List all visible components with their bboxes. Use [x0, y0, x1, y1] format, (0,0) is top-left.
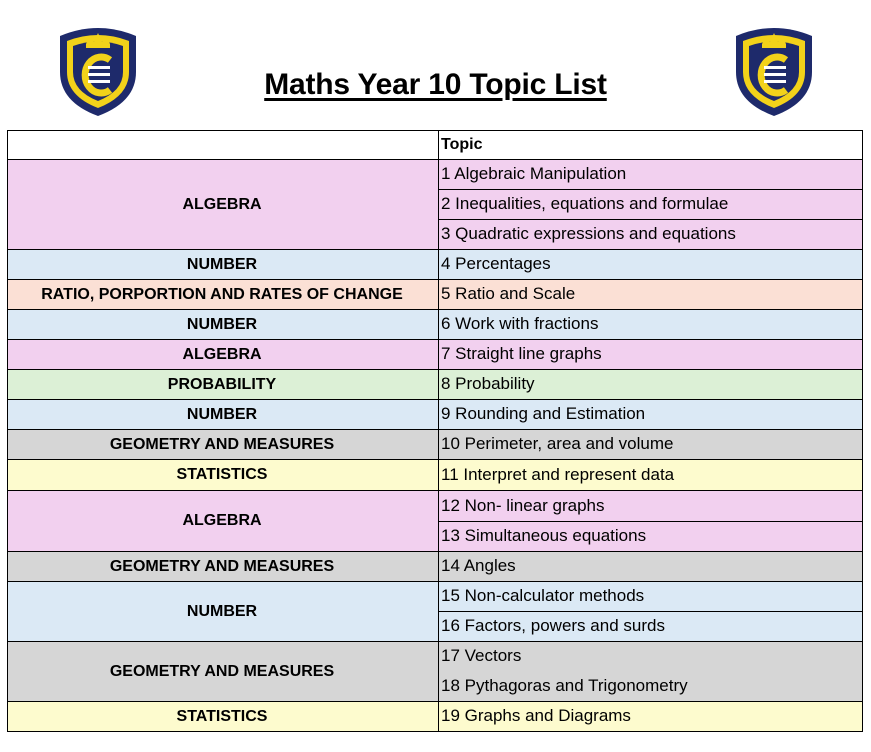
subject-area-cell: NUMBER [8, 400, 439, 430]
topic-cell: 15 Non-calculator methods [439, 582, 863, 612]
subject-area-cell: NUMBER [8, 310, 439, 340]
table-row [8, 250, 863, 280]
topic-cell: 1 Algebraic Manipulation [439, 160, 863, 190]
subject-area-cell: GEOMETRY AND MEASURES [8, 552, 439, 582]
subject-area-cell: STATISTICS [8, 702, 439, 732]
header-topic-cell: Topic [439, 131, 863, 160]
topic-cell: 16 Factors, powers and surds [439, 612, 863, 642]
topic-cell: 8 Probability [439, 370, 863, 400]
topic-cell: 7 Straight line graphs [439, 340, 863, 370]
table-row [8, 340, 863, 370]
topic-cell: 12 Non- linear graphs [439, 491, 863, 522]
table-row [8, 460, 863, 491]
topic-cell: 19 Graphs and Diagrams [439, 702, 863, 732]
topic-cell: 5 Ratio and Scale [439, 280, 863, 310]
topic-cell: 3 Quadratic expressions and equations [439, 220, 863, 250]
table-row [8, 280, 863, 310]
subject-area-cell: RATIO, PORPORTION AND RATES OF CHANGE [8, 280, 439, 310]
topic-cell: 6 Work with fractions [439, 310, 863, 340]
subject-area-cell: NUMBER [8, 250, 439, 280]
table-row [8, 160, 863, 190]
table-row [8, 702, 863, 732]
topic-cell: 11 Interpret and represent data [439, 460, 863, 491]
topic-cell: 14 Angles [439, 552, 863, 582]
table-row [8, 430, 863, 460]
table-row [8, 400, 863, 430]
subject-area-cell: ALGEBRA [8, 160, 439, 250]
topic-cell: 4 Percentages [439, 250, 863, 280]
header-area-cell [8, 131, 439, 160]
subject-area-cell: PROBABILITY [8, 370, 439, 400]
topic-cell: 9 Rounding and Estimation [439, 400, 863, 430]
topic-cell: 13 Simultaneous equations [439, 522, 863, 552]
subject-area-cell: ALGEBRA [8, 491, 439, 552]
table-row [8, 491, 863, 522]
table-row [8, 370, 863, 400]
topic-table-body [8, 131, 863, 732]
topic-table [7, 130, 863, 732]
topic-cell: 10 Perimeter, area and volume [439, 430, 863, 460]
topic-cell: 18 Pythagoras and Trigonometry [439, 672, 863, 702]
subject-area-cell: ALGEBRA [8, 340, 439, 370]
table-row [8, 642, 863, 672]
subject-area-cell: GEOMETRY AND MEASURES [8, 430, 439, 460]
table-row [8, 552, 863, 582]
subject-area-cell: GEOMETRY AND MEASURES [8, 642, 439, 702]
subject-area-cell: NUMBER [8, 582, 439, 642]
subject-area-cell: STATISTICS [8, 460, 439, 491]
page-title: Maths Year 10 Topic List [264, 68, 607, 101]
table-row [8, 582, 863, 612]
topic-cell: 17 Vectors [439, 642, 863, 672]
table-header-row [8, 131, 863, 160]
table-row [8, 310, 863, 340]
topic-cell: 2 Inequalities, equations and formulae [439, 190, 863, 220]
